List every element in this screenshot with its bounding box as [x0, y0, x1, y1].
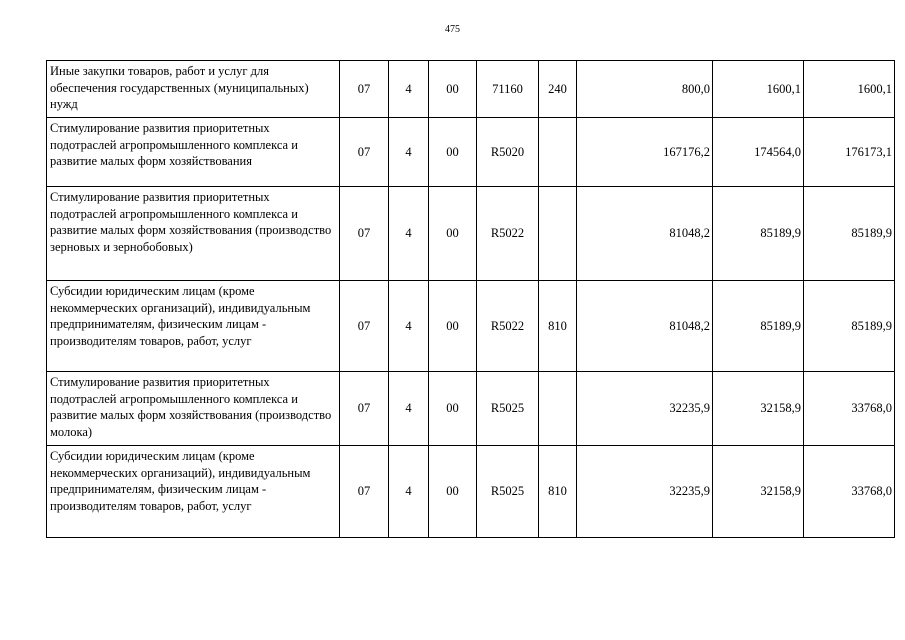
- amount-1-cell: 800,0: [577, 61, 713, 118]
- section-cell: 07: [340, 118, 389, 187]
- amount-2-cell: 85189,9: [713, 187, 804, 281]
- table-row: [47, 118, 895, 187]
- program-cell: 00: [429, 281, 477, 372]
- code-cell: R5022: [477, 281, 539, 372]
- expense-type-cell: [539, 187, 577, 281]
- subsection-cell: 4: [389, 61, 429, 118]
- row-name-cell: Иные закупки товаров, работ и услуг для обеспечения государственных (муниципальных) нужд: [47, 61, 340, 118]
- code-cell: 71160: [477, 61, 539, 118]
- row-name-cell: Стимулирование развития приоритетных подотраслей агропромышленного комплекса и развитие малых форм хозяйствования: [47, 118, 340, 187]
- program-cell: 00: [429, 118, 477, 187]
- page-number: 475: [445, 24, 460, 35]
- section-cell: 07: [340, 61, 389, 118]
- expense-type-cell: 240: [539, 61, 577, 118]
- amount-2-cell: 174564,0: [713, 118, 804, 187]
- row-name-cell: Субсидии юридическим лицам (кроме некоммерческих организаций), индивидуальным предпринимателям, физическим лицам - производителям товаров, работ, услуг: [47, 446, 340, 538]
- amount-2-cell: 32158,9: [713, 372, 804, 446]
- amount-3-cell: 1600,1: [804, 61, 895, 118]
- subsection-cell: 4: [389, 281, 429, 372]
- section-cell: 07: [340, 187, 389, 281]
- code-cell: R5020: [477, 118, 539, 187]
- budget-table: [46, 60, 895, 538]
- amount-3-cell: 85189,9: [804, 281, 895, 372]
- subsection-cell: 4: [389, 118, 429, 187]
- amount-3-cell: 33768,0: [804, 446, 895, 538]
- row-name-cell: Стимулирование развития приоритетных подотраслей агропромышленного комплекса и развитие малых форм хозяйствования (производство зерновых и зернобобовых): [47, 187, 340, 281]
- amount-3-cell: 176173,1: [804, 118, 895, 187]
- program-cell: 00: [429, 61, 477, 118]
- program-cell: 00: [429, 187, 477, 281]
- amount-1-cell: 32235,9: [577, 372, 713, 446]
- amount-2-cell: 32158,9: [713, 446, 804, 538]
- amount-1-cell: 81048,2: [577, 187, 713, 281]
- table-row: [47, 61, 895, 118]
- code-cell: R5025: [477, 372, 539, 446]
- expense-type-cell: [539, 372, 577, 446]
- table-row: [47, 281, 895, 372]
- amount-1-cell: 167176,2: [577, 118, 713, 187]
- program-cell: 00: [429, 446, 477, 538]
- table-row: [47, 446, 895, 538]
- amount-3-cell: 33768,0: [804, 372, 895, 446]
- table-row: [47, 372, 895, 446]
- subsection-cell: 4: [389, 446, 429, 538]
- section-cell: 07: [340, 281, 389, 372]
- code-cell: R5022: [477, 187, 539, 281]
- subsection-cell: 4: [389, 187, 429, 281]
- expense-type-cell: [539, 118, 577, 187]
- expense-type-cell: 810: [539, 446, 577, 538]
- amount-2-cell: 1600,1: [713, 61, 804, 118]
- expense-type-cell: 810: [539, 281, 577, 372]
- program-cell: 00: [429, 372, 477, 446]
- table-row: [47, 187, 895, 281]
- subsection-cell: 4: [389, 372, 429, 446]
- code-cell: R5025: [477, 446, 539, 538]
- row-name-cell: Субсидии юридическим лицам (кроме некоммерческих организаций), индивидуальным предпринимателям, физическим лицам - производителям товаров, работ, услуг: [47, 281, 340, 372]
- amount-2-cell: 85189,9: [713, 281, 804, 372]
- amount-3-cell: 85189,9: [804, 187, 895, 281]
- row-name-cell: Стимулирование развития приоритетных подотраслей агропромышленного комплекса и развитие малых форм хозяйствования (производство молока): [47, 372, 340, 446]
- section-cell: 07: [340, 372, 389, 446]
- amount-1-cell: 81048,2: [577, 281, 713, 372]
- amount-1-cell: 32235,9: [577, 446, 713, 538]
- section-cell: 07: [340, 446, 389, 538]
